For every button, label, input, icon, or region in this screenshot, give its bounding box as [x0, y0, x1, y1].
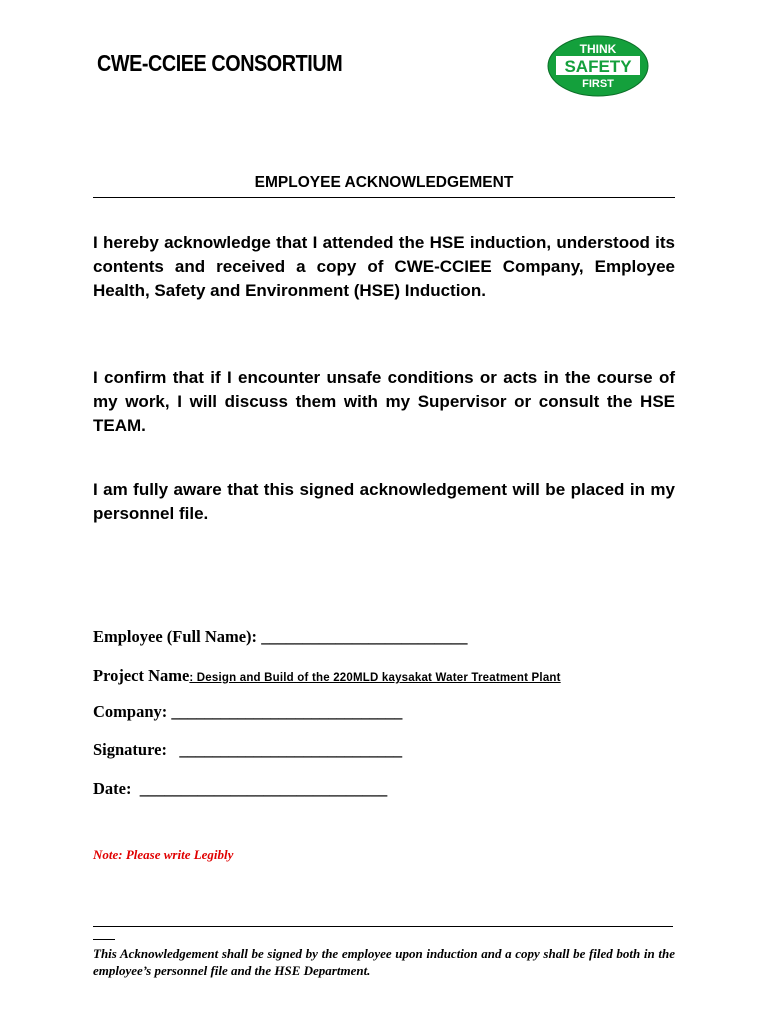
- logo-line-1: THINK: [579, 42, 617, 56]
- footer-note: This Acknowledgement shall be signed by the employee upon induction and a copy shall be filed both in the employee’s personnel file and the HSE Department.: [93, 946, 675, 978]
- legibility-note: Note: Please write Legibly: [93, 847, 234, 862]
- signature-field: [93, 740, 402, 760]
- acknowledgement-paragraph-2: I confirm that if I encounter unsafe conditions or acts in the course of my work, I will discuss them with my Supervisor or consult the HSE TEAM.: [93, 368, 675, 435]
- date-label: Date:: [93, 779, 132, 798]
- company-field: [93, 702, 402, 722]
- project-name-value: : Design and Build of the 220MLD kaysakat Water Treatment Plant: [189, 672, 561, 684]
- date-blank: ______________________________: [131, 779, 388, 798]
- signature-label: Signature:: [93, 740, 167, 759]
- employee-name-label: Employee (Full Name):: [93, 627, 258, 646]
- title-underline: [93, 197, 675, 198]
- project-name-label: Project Name: [93, 666, 190, 685]
- employee-name-blank: _________________________: [257, 627, 468, 646]
- think-safety-first-logo: [547, 35, 649, 97]
- footer-divider-dash: [93, 939, 115, 940]
- company-blank: ____________________________: [167, 702, 403, 721]
- signature-blank: ___________________________: [166, 740, 403, 759]
- logo-line-2: SAFETY: [564, 57, 632, 76]
- document-title: EMPLOYEE ACKNOWLEDGEMENT: [254, 174, 514, 191]
- footer-divider: [93, 926, 673, 927]
- acknowledgement-paragraph-3: I am fully aware that this signed acknowledgement will be placed in my personnel file.: [93, 480, 675, 523]
- acknowledgement-paragraph-1: I hereby acknowledge that I attended the HSE induction, understood its contents and received a copy of CWE-CCIEE Company, Employee Health, Safety and Environment (HSE) Induction.: [93, 233, 675, 300]
- employee-name-field: [93, 627, 467, 647]
- project-name-field: [93, 666, 561, 686]
- date-field: [93, 779, 387, 799]
- company-name: CWE-CCIEE CONSORTIUM: [97, 50, 343, 76]
- logo-line-3: FIRST: [582, 78, 614, 90]
- company-label: Company:: [93, 702, 168, 721]
